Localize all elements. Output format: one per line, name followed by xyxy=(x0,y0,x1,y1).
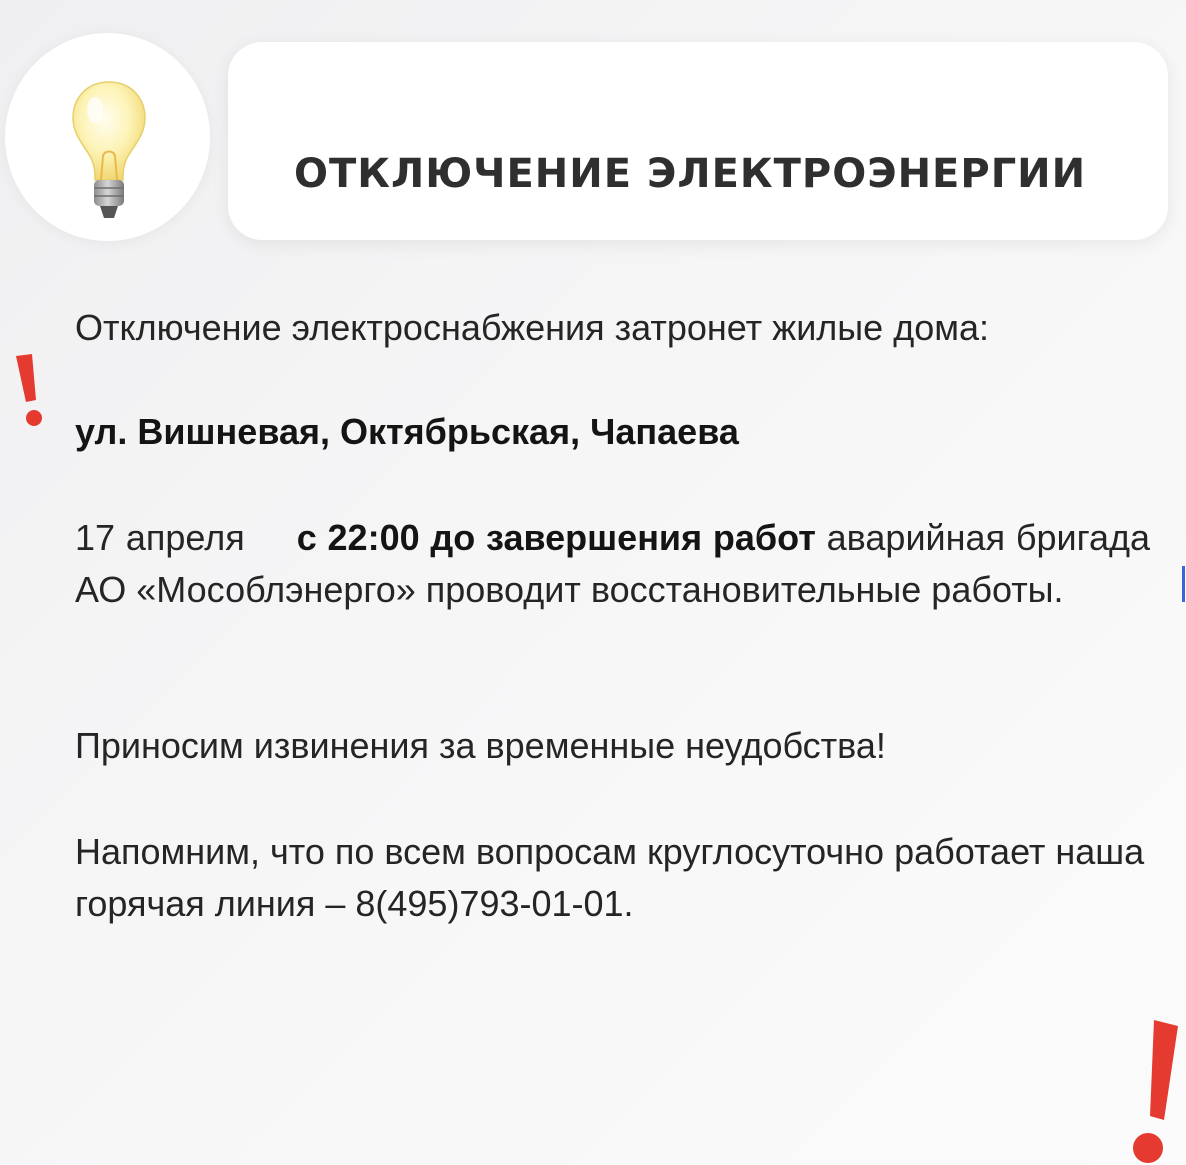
time-range-text: с 22:00 до завершения работ xyxy=(296,517,816,558)
date-text: 17 апреля xyxy=(75,517,245,558)
intro-text: Отключение электроснабжения затронет жилые дома: xyxy=(75,307,990,348)
title-card xyxy=(228,42,1168,240)
exclamation-icon xyxy=(8,352,52,432)
streets-text: ул. Вишневая, Октябрьская, Чапаева xyxy=(75,411,739,452)
page-title: ОТКЛЮЧЕНИЕ ЭЛЕКТРОЭНЕРГИИ xyxy=(294,151,1087,197)
icon-badge xyxy=(5,33,210,241)
hotline-text: Напомним, что по всем вопросам круглосуточно работает наша горячая линия – 8(495)793-01-01. xyxy=(75,831,1145,924)
exclamation-icon xyxy=(1114,1012,1186,1165)
edge-marker xyxy=(1182,566,1185,602)
work-description-text: аварийная бригада АО «Мособлэнерго» проводит восстановительные работы. xyxy=(75,517,1150,610)
apology-text: Приносим извинения за временные неудобства! xyxy=(75,725,886,766)
schedule-paragraph xyxy=(75,512,1150,616)
light-bulb-icon xyxy=(71,80,147,228)
